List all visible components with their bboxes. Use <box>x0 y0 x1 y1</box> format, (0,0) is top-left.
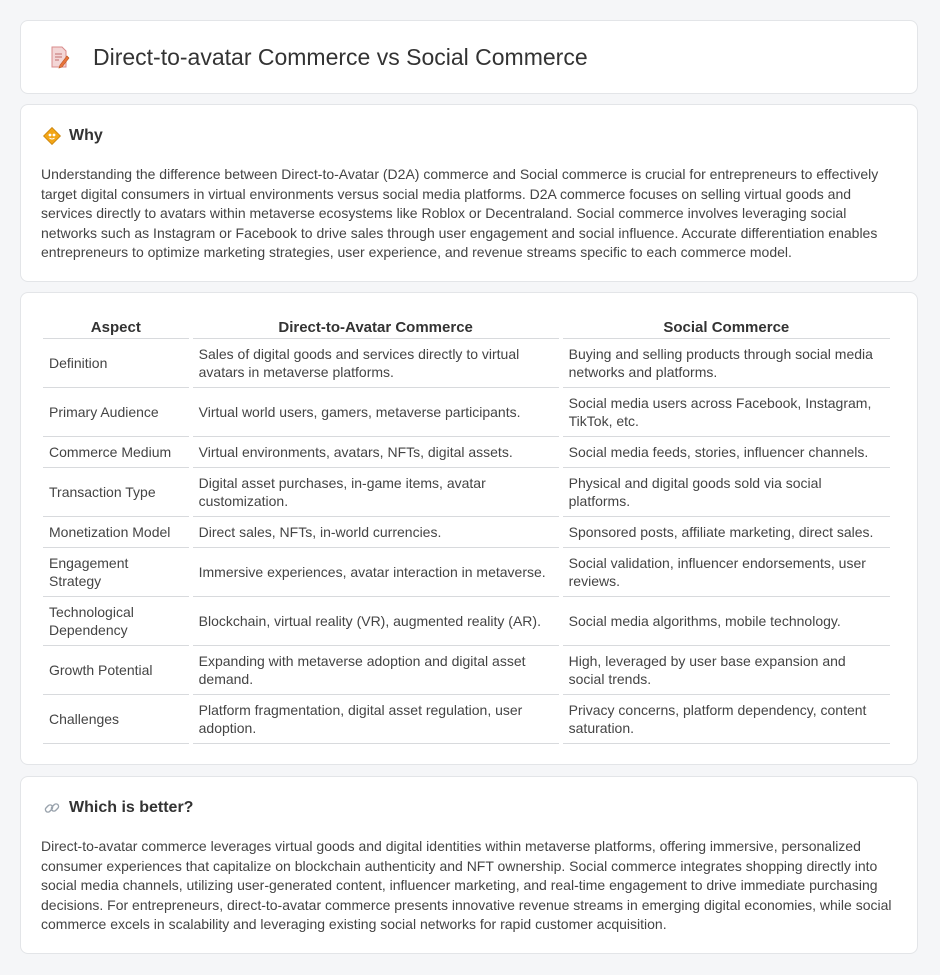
d2a-cell: Virtual world users, gamers, metaverse participants. <box>193 388 559 437</box>
d2a-cell: Direct sales, NFTs, in-world currencies. <box>193 517 559 548</box>
d2a-cell: Expanding with metaverse adoption and digital asset demand. <box>193 646 559 695</box>
aspect-cell: Technological Dependency <box>43 597 189 646</box>
link-icon <box>43 799 61 817</box>
header-aspect: Aspect <box>43 316 189 339</box>
aspect-cell: Primary Audience <box>43 388 189 437</box>
d2a-cell: Blockchain, virtual reality (VR), augmented reality (AR). <box>193 597 559 646</box>
d2a-cell: Platform fragmentation, digital asset regulation, user adoption. <box>193 695 559 744</box>
social-cell: Privacy concerns, platform dependency, content saturation. <box>563 695 890 744</box>
header-d2a: Direct-to-Avatar Commerce <box>193 316 559 339</box>
aspect-cell: Monetization Model <box>43 517 189 548</box>
which-better-heading: Which is better? <box>69 799 194 816</box>
why-heading: Why <box>69 127 103 144</box>
comparison-table <box>39 316 894 744</box>
aspect-cell: Commerce Medium <box>43 437 189 468</box>
social-cell: Social media algorithms, mobile technology. <box>563 597 890 646</box>
social-cell: High, leveraged by user base expansion and social trends. <box>563 646 890 695</box>
header-social: Social Commerce <box>563 316 890 339</box>
social-cell: Buying and selling products through social media networks and platforms. <box>563 339 890 388</box>
table-row <box>43 468 890 517</box>
aspect-cell: Definition <box>43 339 189 388</box>
title-card <box>20 20 918 94</box>
aspect-cell: Challenges <box>43 695 189 744</box>
table-row <box>43 597 890 646</box>
table-row <box>43 339 890 388</box>
aspect-cell: Transaction Type <box>43 468 189 517</box>
table-row <box>43 695 890 744</box>
which-better-section <box>20 776 918 954</box>
d2a-cell: Digital asset purchases, in-game items, avatar customization. <box>193 468 559 517</box>
table-row <box>43 437 890 468</box>
table-row <box>43 388 890 437</box>
social-cell: Physical and digital goods sold via social platforms. <box>563 468 890 517</box>
table-row <box>43 548 890 597</box>
page-title: Direct-to-avatar Commerce vs Social Commerce <box>93 43 588 70</box>
document-pen-icon <box>47 45 71 69</box>
aspect-cell: Engagement Strategy <box>43 548 189 597</box>
table-header-row <box>43 316 890 339</box>
d2a-cell: Immersive experiences, avatar interaction in metaverse. <box>193 548 559 597</box>
table-row <box>43 646 890 695</box>
social-cell: Social media feeds, stories, influencer channels. <box>563 437 890 468</box>
which-better-paragraph: Direct-to-avatar commerce leverages virtual goods and digital identities within metaverse platforms, offering immersive, personalized consumer experiences that capitalize on blockchain authenticity and NFT ownership. Social commerce integrates shopping directly into social media channels, utilizing user-generated content, influencer marketing, and real-time engagement to drive immediate purchasing decisions. For entrepreneurs, direct-to-avatar commerce presents innovative revenue streams in emerging digital economies, while social commerce excels in scalability and leveraging existing social networks for rapid customer acquisition. <box>41 838 892 932</box>
d2a-cell: Virtual environments, avatars, NFTs, digital assets. <box>193 437 559 468</box>
d2a-cell: Sales of digital goods and services directly to virtual avatars in metaverse platforms. <box>193 339 559 388</box>
social-cell: Social validation, influencer endorsements, user reviews. <box>563 548 890 597</box>
social-cell: Social media users across Facebook, Instagram, TikTok, etc. <box>563 388 890 437</box>
table-row <box>43 517 890 548</box>
aspect-cell: Growth Potential <box>43 646 189 695</box>
why-section <box>20 104 918 282</box>
diamond-sign-icon <box>43 127 61 145</box>
why-paragraph: Understanding the difference between Direct-to-Avatar (D2A) commerce and Social commerce is crucial for entrepreneurs to effectively target digital consumers in virtual environments versus social media platforms. D2A commerce focuses on selling virtual goods and services directly to avatars within metaverse ecosystems like Roblox or Decentraland. Social commerce involves leveraging social networks such as Instagram or Facebook to drive sales through user engagement and social influence. Accurate differentiation enables entrepreneurs to optimize marketing strategies, user experience, and revenue streams specific to each commerce model. <box>41 166 879 260</box>
social-cell: Sponsored posts, affiliate marketing, direct sales. <box>563 517 890 548</box>
comparison-section <box>20 292 918 765</box>
